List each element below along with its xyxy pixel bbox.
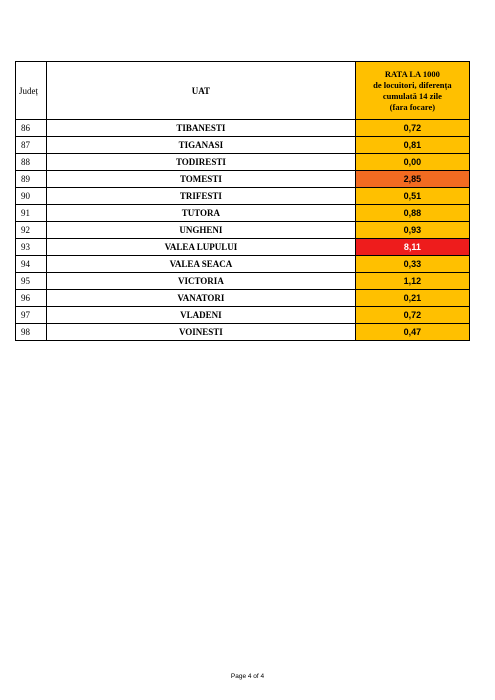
row-index: 96 [16,290,47,307]
header-rate-line-4: (fara focare) [389,101,436,112]
row-index: 88 [16,154,47,171]
row-rate-value: 0,21 [355,290,469,307]
row-index: 97 [16,307,47,324]
row-uat-name: TOMESTI [47,171,356,188]
table-row [16,120,470,137]
row-index: 94 [16,256,47,273]
row-index: 92 [16,222,47,239]
row-index: 87 [16,137,47,154]
row-rate-value: 0,72 [355,120,469,137]
header-judet: Județ [16,62,47,120]
table-row [16,205,470,222]
table-row [16,239,470,256]
header-rate-line-1: RATA LA 1000 [384,68,440,79]
table-row [16,307,470,324]
table-row [16,290,470,307]
row-index: 90 [16,188,47,205]
table-header-row [16,62,470,120]
row-uat-name: VOINESTI [47,324,356,341]
row-uat-name: VALEA SEACA [47,256,356,273]
row-index: 86 [16,120,47,137]
header-uat: UAT [47,62,356,120]
table-row [16,222,470,239]
row-rate-value: 0,81 [355,137,469,154]
header-rate [355,62,469,120]
table-row [16,137,470,154]
row-rate-value: 0,33 [355,256,469,273]
header-rate-line-3: cumulată 14 zile [382,90,442,101]
row-uat-name: TIBANESTI [47,120,356,137]
table-row [16,256,470,273]
row-index: 98 [16,324,47,341]
row-rate-value: 0,72 [355,307,469,324]
row-index: 91 [16,205,47,222]
table-row [16,154,470,171]
header-rate-line-2: de locuitori, diferența [373,79,452,90]
row-index: 93 [16,239,47,256]
row-uat-name: TRIFESTI [47,188,356,205]
row-uat-name: VICTORIA [47,273,356,290]
row-uat-name: TODIRESTI [47,154,356,171]
row-rate-value: 0,88 [355,205,469,222]
row-uat-name: UNGHENI [47,222,356,239]
row-uat-name: TUTORA [47,205,356,222]
table-row [16,171,470,188]
rate-table [15,61,470,341]
table-row [16,188,470,205]
row-rate-value: 8,11 [355,239,469,256]
table-row [16,273,470,290]
row-rate-value: 0,93 [355,222,469,239]
table-row [16,324,470,341]
row-index: 95 [16,273,47,290]
row-rate-value: 1,12 [355,273,469,290]
row-rate-value: 0,51 [355,188,469,205]
row-uat-name: VALEA LUPULUI [47,239,356,256]
row-rate-value: 0,00 [355,154,469,171]
row-uat-name: TIGANASI [47,137,356,154]
row-rate-value: 0,47 [355,324,469,341]
page-footer: Page 4 of 4 [230,673,265,680]
row-uat-name: VLADENI [47,307,356,324]
row-index: 89 [16,171,47,188]
row-uat-name: VANATORI [47,290,356,307]
row-rate-value: 2,85 [355,171,469,188]
